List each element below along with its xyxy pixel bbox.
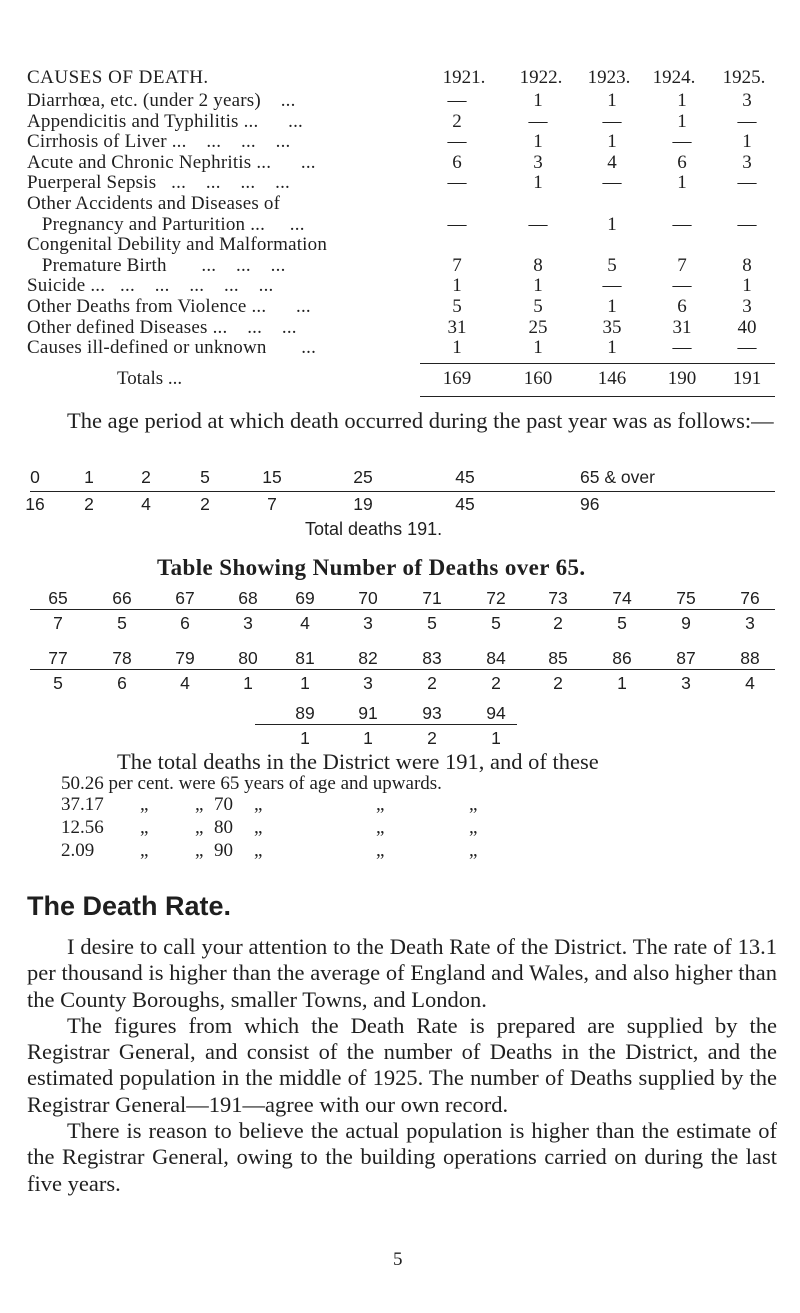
causes-table-title: CAUSES OF DEATH. [27,67,209,88]
death-rate-paragraph-2: The figures from which the Death Rate is prepared are supplied by the Registrar General, and consist of the number of Deaths in the District, and the estimated population in the middle of 1925. The number of Deaths supplied by the Registrar General—191—agree with our own record. [27,1012,777,1117]
summary-age: 90 [214,840,233,861]
cause-value: 3 [742,151,752,173]
cause-value: — [737,110,757,132]
cause-value: — [672,213,692,235]
over65-age: 66 [112,588,132,608]
over65-count: 5 [617,613,627,633]
year-header: 1923. [587,67,631,88]
age-period-value: 16 [25,494,45,514]
cause-value: 40 [737,316,757,338]
over65-count: 3 [243,613,253,633]
cause-value: 1 [607,337,617,359]
year-header: 1924. [652,67,696,88]
over65-count: 2 [553,613,563,633]
death-rate-paragraph-1: I desire to call your attention to the Death Rate of the District. The rate of 13.1 per thousand is higher than the average of England and Wales, and also higher than the County Boroughs, smaller Towns, and London. [27,934,777,1012]
year-header: 1921. [442,67,486,88]
cause-value: 5 [452,295,462,317]
death-rate-text [27,934,777,1197]
age-period-value: 19 [353,494,373,514]
cause-value: — [528,110,548,132]
over65-age: 88 [740,648,760,668]
cause-value: — [602,275,622,297]
ditto-mark: „ [195,817,204,838]
over65-count: 6 [180,613,190,633]
cause-value: 2 [452,110,462,132]
over65-age: 84 [486,648,506,668]
cause-label: Pregnancy and Parturition ... ... [27,213,305,235]
age-period-header: 45 [455,467,475,487]
cause-value: 7 [677,254,687,276]
cause-label: Other Accidents and Diseases of [27,192,281,214]
over65-count: 5 [491,613,501,633]
cause-label: Causes ill-defined or unknown ... [27,337,317,359]
age-period-value: 2 [200,494,210,514]
totals-label: Totals ... [117,368,183,389]
over65-age: 85 [548,648,568,668]
over65-age: 89 [295,703,315,723]
death-rate-paragraph-3: There is reason to believe the actual population is higher than the estimate of the Registrar General, owing to the building operations carried on during the last five years. [27,1118,777,1196]
over65-age: 74 [612,588,632,608]
cause-value: — [447,213,467,235]
over65-age: 68 [238,588,258,608]
ditto-mark: „ [469,794,478,815]
over65-age: 75 [676,588,696,608]
cause-value: 1 [677,90,687,111]
cause-value: 1 [452,337,462,359]
ditto-mark: „ [376,794,385,815]
age-period-header: 2 [141,467,151,487]
cause-value: — [528,213,548,235]
age-period-intro: The age period at which death occurred during the past year was as follows:— [67,408,774,433]
cause-value: 1 [607,213,617,235]
summary-lines [61,794,761,874]
cause-value: 4 [607,151,617,173]
cause-value: — [737,337,757,359]
summary-line-65: 50.26 per cent. were 65 years of age and upwards. [61,773,442,794]
over65-count: 5 [53,673,63,693]
cause-value: — [672,337,692,359]
over65-age: 79 [175,648,195,668]
over65-title: Table Showing Number of Deaths over 65. [157,555,586,580]
over65-rule-2 [30,669,775,670]
cause-value: 1 [533,131,543,153]
ditto-mark: „ [140,817,149,838]
over65-count: 1 [300,673,310,693]
over65-count: 3 [745,613,755,633]
cause-value: — [737,213,757,235]
over65-count: 2 [553,673,563,693]
over65-count: 5 [427,613,437,633]
ditto-mark: „ [469,817,478,838]
over65-count: 1 [363,728,373,748]
over65-age: 71 [422,588,442,608]
cause-label: Puerperal Sepsis ... ... ... ... [27,172,290,194]
cause-label: Congenital Debility and Malformation [27,234,328,256]
cause-label: Cirrhosis of Liver ... ... ... ... [27,131,291,153]
age-period-value: 96 [580,494,600,514]
over65-count: 1 [300,728,310,748]
ditto-mark: „ [469,840,478,861]
age-period-total: Total deaths 191. [305,519,443,539]
cause-value: — [602,110,622,132]
ditto-mark: „ [376,817,385,838]
over65-count: 4 [745,673,755,693]
over65-age: 94 [486,703,506,723]
age-period-header: 1 [84,467,94,487]
over65-age: 73 [548,588,568,608]
age-period-header: 0 [30,467,40,487]
cause-value: 1 [607,295,617,317]
cause-value: 1 [533,172,543,194]
age-period-header: 65 & over [580,467,655,487]
page-number: 5 [393,1249,403,1270]
over65-age: 77 [48,648,68,668]
over65-count: 4 [300,613,310,633]
age-period-value: 7 [267,494,277,514]
over65-count: 1 [243,673,253,693]
cause-label: Appendicitis and Typhilitis ... ... [27,110,304,132]
cause-value: 7 [452,254,462,276]
cause-value: 5 [607,254,617,276]
cause-value: 8 [742,254,752,276]
cause-value: — [447,131,467,153]
over65-count: 9 [681,613,691,633]
cause-value: 1 [742,275,752,297]
ditto-mark: „ [254,840,263,861]
summary-percent: 37.17 [61,794,104,815]
cause-value: — [672,275,692,297]
over65-rule-1 [30,609,775,610]
over65-count: 7 [53,613,63,633]
over65-count: 2 [491,673,501,693]
ditto-mark: „ [254,817,263,838]
cause-value: 25 [528,316,548,338]
cause-label: Acute and Chronic Nephritis ... ... [27,151,316,173]
over65-age: 65 [48,588,68,608]
cause-value: 1 [533,90,543,111]
summary-percent: 12.56 [61,817,104,838]
death-rate-heading: The Death Rate. [27,891,232,921]
ditto-mark: „ [376,840,385,861]
cause-label: Other Deaths from Violence ... ... [27,295,311,317]
summary-age: 80 [214,817,233,838]
cause-value: 1 [607,90,617,111]
cause-value: 31 [672,316,692,338]
over65-age: 93 [422,703,442,723]
cause-value: — [447,172,467,194]
over65-age: 81 [295,648,315,668]
cause-value: 1 [677,110,687,132]
cause-value: 3 [742,90,752,111]
over65-age: 72 [486,588,506,608]
cause-label: Suicide ... ... ... ... ... ... [27,275,274,297]
age-period-header: 25 [353,467,373,487]
age-period-header: 15 [262,467,282,487]
cause-value: — [602,172,622,194]
total-value: 146 [597,368,627,389]
over65-count: 1 [617,673,627,693]
over65-age: 76 [740,588,760,608]
cause-value: 1 [533,275,543,297]
over65-age: 69 [295,588,315,608]
over65-count: 3 [681,673,691,693]
cause-value: 6 [452,151,462,173]
age-period-value: 4 [141,494,151,514]
ditto-mark: „ [254,794,263,815]
over65-count: 3 [363,613,373,633]
cause-value: 3 [742,295,752,317]
total-value: 191 [732,368,762,389]
ditto-mark: „ [195,794,204,815]
cause-value: 31 [447,316,467,338]
cause-value: 1 [452,275,462,297]
age-period-header: 5 [200,467,210,487]
over65-count: 5 [117,613,127,633]
cause-value: 6 [677,295,687,317]
over65-age: 86 [612,648,632,668]
over65-count: 6 [117,673,127,693]
cause-value: 6 [677,151,687,173]
cause-value: — [737,172,757,194]
ditto-mark: „ [140,794,149,815]
summary-percent: 2.09 [61,840,95,861]
over65-age: 91 [358,703,378,723]
over65-age: 70 [358,588,378,608]
cause-value: 35 [602,316,622,338]
cause-value: — [447,90,467,111]
over65-count: 1 [491,728,501,748]
cause-label: Other defined Diseases ... ... ... [27,316,297,338]
year-header: 1922. [519,67,563,88]
age-period-value: 45 [455,494,475,514]
over65-count: 4 [180,673,190,693]
cause-value: 1 [533,337,543,359]
cause-value: 1 [607,131,617,153]
ditto-mark: „ [195,840,204,861]
total-value: 160 [523,368,553,389]
cause-label: Premature Birth ... ... ... [27,254,286,276]
age-period-value: 2 [84,494,94,514]
over65-age: 87 [676,648,696,668]
total-value: 190 [667,368,697,389]
over65-count: 2 [427,673,437,693]
summary-lead: The total deaths in the District were 191, and of these [117,749,599,774]
over65-age: 80 [238,648,258,668]
cause-value: 8 [533,254,543,276]
over65-count: 2 [427,728,437,748]
over65-count: 3 [363,673,373,693]
total-value: 169 [442,368,472,389]
over65-rule-3 [255,724,517,725]
cause-label: Diarrhœa, etc. (under 2 years) ... [27,90,296,111]
cause-value: 3 [533,151,543,173]
over65-age: 78 [112,648,132,668]
cause-value: — [672,131,692,153]
cause-value: 1 [677,172,687,194]
year-header: 1925. [722,67,766,88]
ditto-mark: „ [140,840,149,861]
over65-age: 83 [422,648,442,668]
over65-age: 82 [358,648,378,668]
summary-age: 70 [214,794,233,815]
cause-value: 5 [533,295,543,317]
over65-age: 67 [175,588,195,608]
cause-value: 1 [742,131,752,153]
